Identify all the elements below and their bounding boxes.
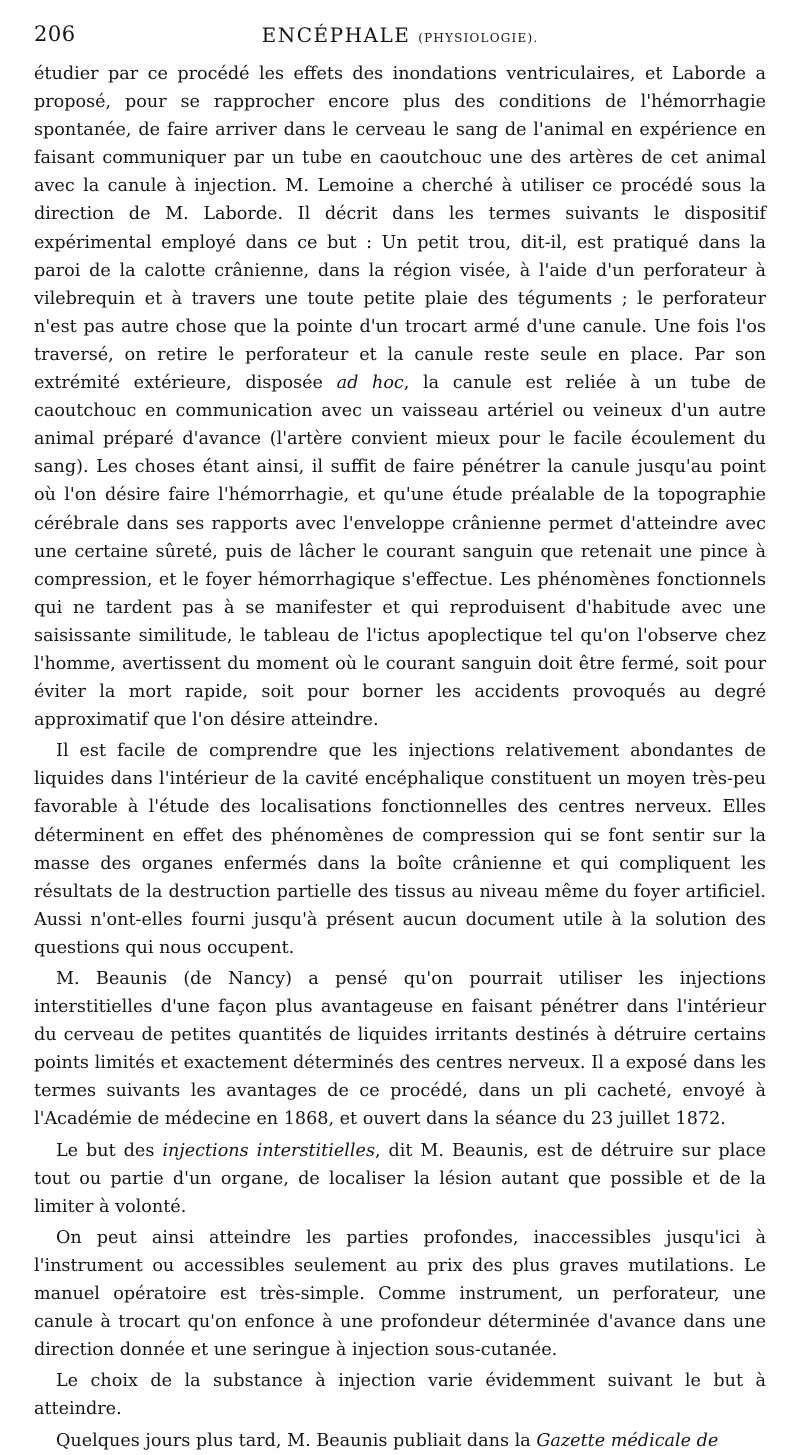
book-page <box>34 22 766 1455</box>
running-head <box>34 23 766 47</box>
paragraph-6: Le choix de la substance à injection varie évidemment suivant le but à atteindre. <box>34 1371 766 1420</box>
page-header <box>34 22 766 58</box>
italic-injections-interstitielles: injections interstitielles <box>162 1140 375 1161</box>
paragraph-7: Quelques jours plus tard, M. Beaunis publiait dans la Gazette médicale de <box>56 1430 719 1451</box>
running-head-title: ENCÉPHALE <box>261 23 411 47</box>
running-head-subtitle: (PHYSIOLOGIE). <box>418 31 539 45</box>
page-number: 206 <box>34 22 76 46</box>
paragraph-1-continued: étudier par ce procédé les effets des inondations ventriculaires, et Laborde a proposé, pour se rapprocher encore plus des conditions de l'hémorrhagie spontanée, de faire arriver dans le cerveau le sang de l'animal en expérience en faisant communiquer par un tube en caoutchouc une des artères de cet animal avec la canule à injection. M. Lemoine a cherché à utiliser ce procédé sous la direction de M. Laborde. Il décrit dans les termes suivants le dispositif expérimental employé dans ce but : Un petit trou, dit-il, est pratiqué dans la paroi de la calotte crânienne, dans la région visée, à l'aide d'un perforateur à vilebrequin et à travers une toute petite plaie des téguments ; le perforateur n'est pas autre chose que la pointe d'un trocart armé d'une canule. Une fois l'os traversé, on retire le perforateur et la canule reste seule en place. Par son extrémité extérieure, disposée ad hoc, la canule est reliée à un tube de caoutchouc en communication avec un vaisseau artériel ou veineux d'un autre animal préparé d'avance (l'artère convient mieux pour le facile écoulement du sang). Les choses étant ainsi, il suffit de faire pénétrer la canule jusqu'au point où l'on désire faire l'hémorrhagie, et qu'une étude préalable de la topographie cérébrale dans ses rapports avec l'enveloppe crânienne permet d'atteindre avec une certaine sûreté, puis de lâcher le courant sanguin que retenait une pince à compression, et le foyer hémorrhagique s'effectue. Les phénomènes fonctionnels qui ne tardent pas à se manifester et qui reproduisent d'habitude avec une saisissante similitude, le tableau de l'ictus apoplectique tel qu'on l'observe chez l'homme, avertissent du moment où le courant sanguin doit être fermé, soit pour éviter la mort rapide, soit pour borner les accidents provoqués au degré approximatif que l'on désire atteindre. <box>34 64 767 731</box>
italic-gazette-medicale: Gazette médicale de <box>536 1430 719 1451</box>
paragraph-2: Il est facile de comprendre que les injections relativement abondantes de liquides dans l'intérieur de la cavité encéphalique constituent un moyen très-peu favorable à l'étude des localisations fonctionnelles des centres nerveux. Elles déterminent en effet des phénomènes de compression qui se font sentir sur la masse des organes enfermés dans la boîte crânienne et qui compliquent les résultats de la destruction partielle des tissus au niveau même du foyer artificiel. Aussi n'ont-elles fourni jusqu'à présent aucun document utile à la solution des questions qui nous occupent. <box>34 741 766 958</box>
paragraph-5: On peut ainsi atteindre les parties profondes, inaccessibles jusqu'ici à l'instrument ou accessibles seulement au prix des plus graves mutilations. Le manuel opératoire est très-simple. Comme instrument, un perforateur, une canule à trocart qu'on enfonce à une profondeur déterminée d'avance dans une direction donnée et une seringue à injection sous-cutanée. <box>34 1227 766 1361</box>
italic-ad-hoc: ad hoc <box>336 373 404 394</box>
paragraph-4: Le but des injections interstitielles, dit M. Beaunis, est de détruire sur place tout ou partie d'un organe, de localiser la lésion autant que possible et de la limiter à volonté. <box>34 1140 766 1217</box>
paragraph-3: M. Beaunis (de Nancy) a pensé qu'on pourrait utiliser les injections interstitielles d'une façon plus avantageuse en faisant pénétrer dans l'intérieur du cerveau de petites quantités de liquides irritants destinés à détruire certains points limités et exactement déterminés des centres nerveux. Il a exposé dans les termes suivants les avantages de ce procédé, dans un pli cacheté, envoyé à l'Académie de médecine en 1868, et ouvert dans la séance du 23 juillet 1872. <box>34 969 766 1130</box>
